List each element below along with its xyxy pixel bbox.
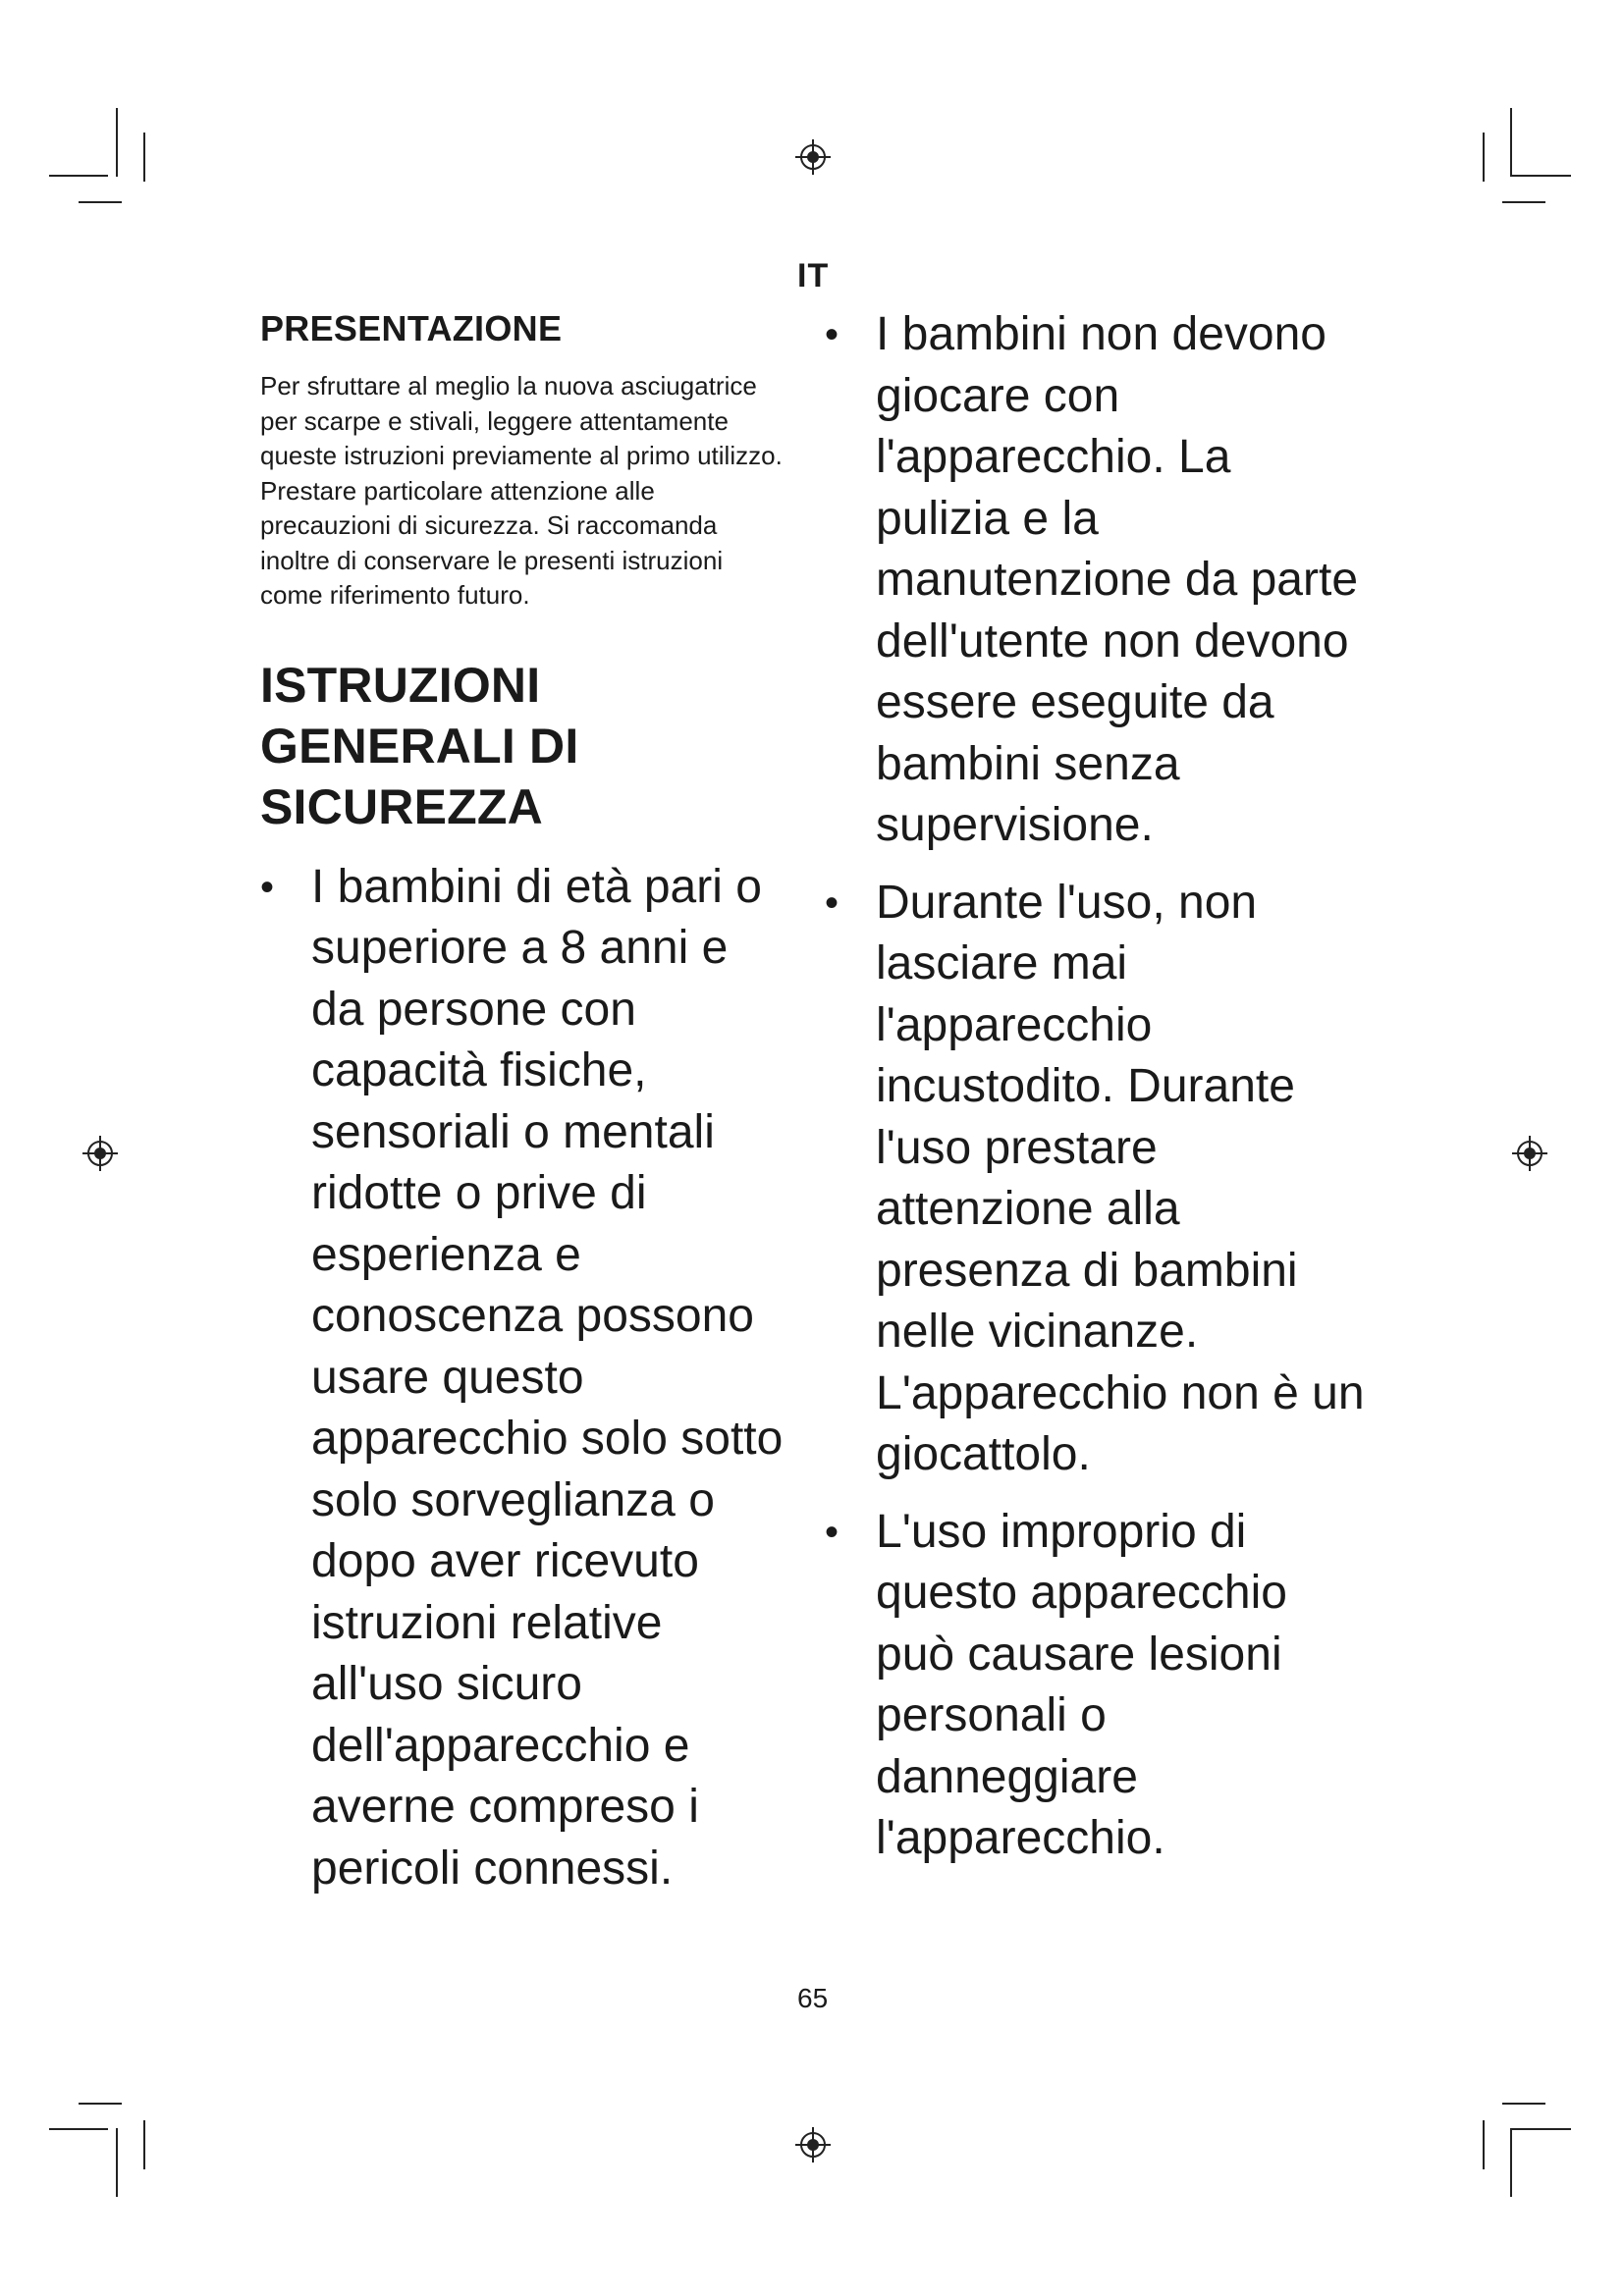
language-code: IT [797, 257, 830, 294]
registration-mark-icon [1510, 1134, 1549, 1173]
crop-mark [143, 2120, 145, 2169]
crop-mark [143, 133, 145, 182]
list-item-text: L'uso improprio di questo apparecchio può causare lesioni personali o danneggiare l'apparecchio. [876, 1505, 1287, 1864]
left-column [260, 304, 790, 1913]
bullet-icon: • [825, 313, 839, 356]
registration-mark-icon [793, 2125, 833, 2164]
crop-mark [1483, 2120, 1485, 2169]
list-item [825, 304, 1375, 857]
right-bullet-list [825, 304, 1375, 1870]
bullet-icon: • [260, 865, 275, 909]
crop-mark [1483, 133, 1485, 182]
crop-mark [1510, 108, 1512, 177]
bullet-icon: • [825, 1510, 839, 1554]
crop-mark [1502, 2103, 1545, 2105]
list-item [260, 857, 790, 1900]
safety-heading: ISTRUZIONI GENERALI DI SICUREZZA [260, 657, 579, 834]
crop-mark [49, 2128, 108, 2130]
bullet-icon: • [825, 881, 839, 925]
crop-mark [1510, 2128, 1512, 2197]
crop-mark [1512, 175, 1571, 177]
left-bullet-list [260, 857, 790, 1900]
crop-mark [79, 2103, 122, 2105]
intro-paragraph: Per sfruttare al meglio la nuova asciugatrice per scarpe e stivali, leggere attentamente queste istruzioni previamente al primo utilizzo. Prestare particolare attenzione alle precauzioni di sicurezza. Si raccomanda inoltre di conservare le presenti istruzioni come riferimento futuro. [260, 371, 783, 610]
list-item-text: I bambini di età pari o superiore a 8 anni e da persone con capacità fisiche, sensoriali o mentali ridotte o prive di esperienza e conoscenza possono usare questo apparecchio solo sotto solo sorveglianza o dopo aver ricevuto istruzioni relative all'uso sicuro dell'apparecchio e averne compreso i pericoli connessi. [311, 860, 784, 1895]
list-item [825, 873, 1375, 1486]
crop-mark [49, 175, 108, 177]
crop-mark [1502, 201, 1545, 203]
crop-mark [116, 108, 118, 177]
crop-mark [116, 2128, 118, 2197]
registration-mark-icon [793, 137, 833, 177]
page-number: 65 [797, 1983, 829, 2013]
crop-mark [1512, 2128, 1571, 2130]
registration-mark-icon [81, 1134, 120, 1173]
crop-mark [79, 201, 122, 203]
right-column [825, 304, 1375, 1886]
list-item-text: I bambini non devono giocare con l'apparecchio. La pulizia e la manutenzione da parte dell'utente non devono essere eseguite da bambini senza supervisione. [876, 308, 1359, 851]
list-item-text: Durante l'uso, non lasciare mai l'apparecchio incustodito. Durante l'uso prestare attenzione alla presenza di bambini nelle vicinanze. L'apparecchio non è un giocattolo. [876, 876, 1365, 1480]
intro-heading: PRESENTAZIONE [260, 308, 563, 348]
list-item [825, 1502, 1375, 1870]
